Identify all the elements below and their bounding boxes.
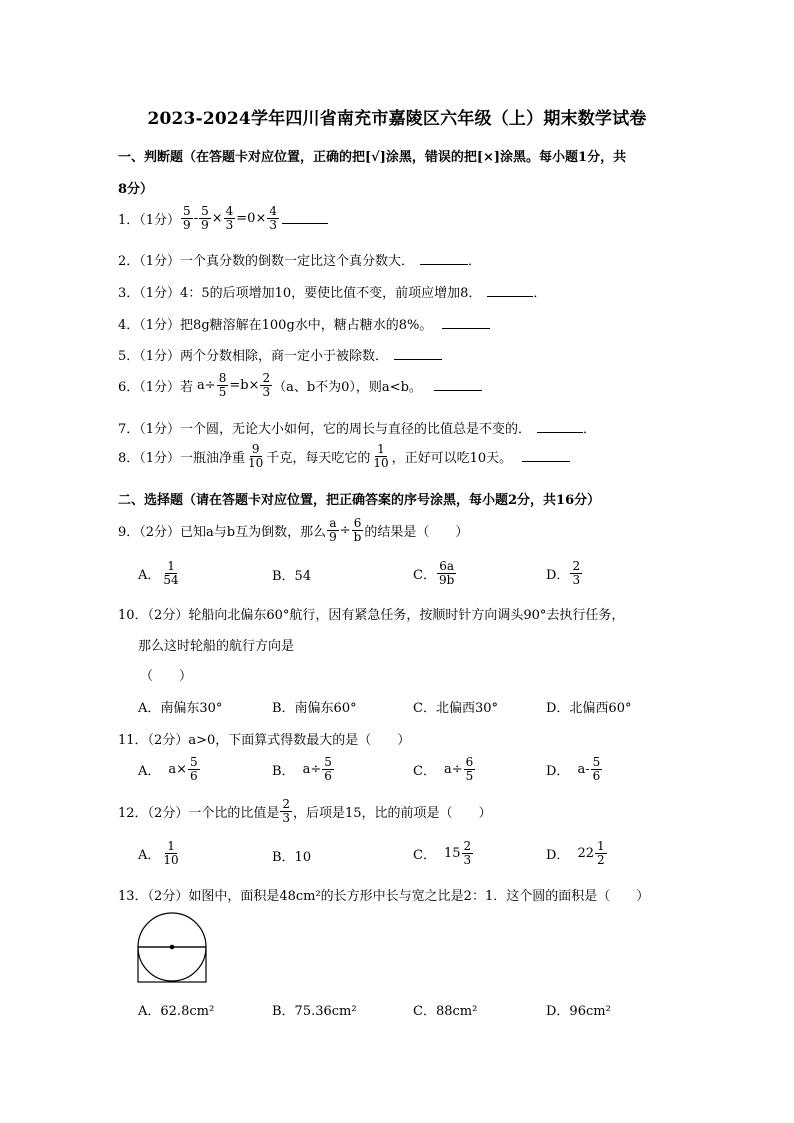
q13-option-a[interactable]: A．62.8cm²	[138, 1004, 215, 1019]
q11-option-a-op: a×	[168, 762, 188, 777]
question-10-cont: 那么这时轮船的航行方向是	[138, 639, 295, 654]
q3-answer-blank[interactable]	[487, 286, 533, 297]
q3-text: 3．（1分）4：5的后项增加10，要使比值不变，前项应增加8．	[118, 286, 482, 301]
q5-text: 5．（1分）两个分数相除，商一定小于被除数．	[118, 349, 389, 364]
q11-option-a-label: A．	[138, 764, 161, 779]
q9-option-b[interactable]: B．54	[272, 569, 312, 584]
q13-rectangle	[138, 947, 206, 982]
question-3	[118, 282, 546, 301]
section-1-header-cont: 8分）	[118, 182, 154, 197]
q9-option-d-fraction: $\frac{2}{3}$	[572, 559, 581, 587]
q6-answer-blank[interactable]	[434, 380, 482, 391]
q11-option-c-label: C．	[413, 764, 436, 779]
q11-option-b-fraction: $\frac{5}{6}$	[324, 755, 332, 783]
q13-option-b[interactable]: B．75.36cm²	[272, 1004, 357, 1019]
q6-prefix: 6．（1分）若	[118, 380, 194, 395]
q11-option-d-op: a-	[577, 762, 590, 777]
exam-title: 2023-2024学年四川省南充市嘉陵区六年级（上）期末数学试卷	[147, 109, 647, 129]
q9-option-a[interactable]	[138, 560, 182, 587]
q12-option-d-whole: 22	[577, 846, 594, 861]
q11-option-c-fraction: $\frac{6}{5}$	[465, 755, 474, 783]
question-12	[118, 798, 492, 825]
q12-option-a-label: A．	[138, 848, 161, 863]
q1-answer-blank[interactable]	[282, 213, 328, 224]
q8-fraction-2: $\frac{1}{10}$	[373, 442, 389, 470]
q11-option-c-op: a÷	[443, 762, 463, 777]
q8-fraction-1: $\frac{9}{10}$	[248, 442, 264, 470]
q13-option-c[interactable]: C．88cm²	[413, 1004, 478, 1019]
q8-rest: ，正好可以吃10天。	[391, 451, 513, 466]
q11-option-b[interactable]	[272, 756, 335, 783]
question-1	[118, 205, 328, 232]
q2-answer-blank[interactable]	[420, 254, 468, 265]
q7-text: 7．（1分）一个圆，无论大小如何，它的周长与直径的比值总是不变的．	[118, 422, 532, 437]
q9-option-a-fraction: $\frac{1}{54}$	[163, 559, 179, 587]
q6-fraction-2: $\frac{2}{3}$	[262, 371, 271, 399]
q1-fraction-3: $\frac{4}{3}$	[225, 204, 234, 232]
q8-mid: 千克，每天吃它的	[266, 451, 371, 466]
q1-fraction-1: $\frac{5}{9}$	[183, 204, 191, 232]
q6-a: a÷	[197, 378, 216, 393]
q1-equals: =0×	[236, 211, 267, 226]
q9-option-d[interactable]	[546, 560, 583, 587]
section-1-header: 一、判断题（在答题卡对应位置，正确的把[√]涂黑，错误的把[×]涂黑。每小题1分，共	[118, 150, 627, 165]
q13-center-dot	[170, 945, 175, 950]
q12-option-a-fraction: $\frac{1}{10}$	[163, 839, 179, 867]
q11-option-d-fraction: $\frac{5}{6}$	[592, 755, 601, 783]
q9-option-c-fraction: $\frac{6a}{9b}$	[438, 559, 455, 587]
q11-option-d[interactable]	[546, 756, 603, 783]
q12-option-c-fraction: $\frac{2}{3}$	[463, 839, 472, 867]
q4-answer-blank[interactable]	[442, 318, 490, 329]
q12-option-a[interactable]	[138, 840, 182, 867]
question-9	[118, 517, 468, 544]
q2-text: 2．（1分）一个真分数的倒数一定比这个真分数大．	[118, 254, 415, 269]
q11-option-a[interactable]	[138, 756, 201, 783]
section-2-header: 二、选择题（请在答题卡对应位置，把正确答案的序号涂黑，每小题2分，共16分）	[118, 493, 601, 508]
q9-fraction-1: $\frac{a}{9}$	[329, 516, 337, 544]
q11-option-b-op: a÷	[302, 762, 322, 777]
q7-answer-blank[interactable]	[537, 422, 583, 433]
q9-prefix: 9．（2分）已知a与b互为倒数，那么	[118, 525, 327, 540]
q8-answer-blank[interactable]	[522, 451, 570, 462]
q4-text: 4．（1分）把8g糖溶解在100g水中，糖占糖水的8%。	[118, 318, 433, 333]
q12-option-d-label: D．	[546, 848, 570, 863]
q13-option-d[interactable]: D．96cm²	[546, 1004, 611, 1019]
q12-option-d-fraction: $\frac{1}{2}$	[596, 839, 605, 867]
question-8	[118, 443, 570, 470]
q6-fraction-1: $\frac{8}{5}$	[218, 371, 227, 399]
q3-end: ．	[533, 286, 547, 301]
q9-option-d-label: D．	[546, 568, 570, 583]
q12-option-c-whole: 15	[443, 846, 461, 861]
q12-option-b[interactable]: B．10	[272, 850, 312, 865]
question-11: 11．（2分）a>0，下面算式得数最大的是（ ）	[118, 733, 411, 748]
q5-answer-blank[interactable]	[394, 349, 442, 360]
question-2	[118, 250, 481, 269]
q11-option-d-label: D．	[546, 764, 570, 779]
q12-rest: ，后项是15，比的前项是（ ）	[292, 806, 492, 821]
question-5	[118, 345, 442, 364]
q10-option-b[interactable]: B．南偏东60°	[272, 701, 357, 716]
question-10: 10．（2分）轮船向北偏东60°航行，因有紧急任务，按顺时针方向调头90°去执行任务，	[118, 608, 625, 623]
q1-fraction-2: $\frac{5}{9}$	[201, 204, 209, 232]
question-6	[118, 372, 482, 399]
q10-option-d[interactable]: D．北偏西60°	[546, 701, 632, 716]
q1-minus: -	[193, 211, 199, 226]
question-7	[118, 418, 596, 437]
q6-mid: =b×	[229, 378, 260, 393]
q12-fraction: $\frac{2}{3}$	[282, 797, 290, 825]
q1-prefix: 1．（1分）	[118, 213, 181, 228]
q13-circle-rectangle-figure	[136, 911, 210, 985]
q9-option-c[interactable]	[413, 560, 457, 587]
q10-option-c[interactable]: C．北偏西30°	[413, 701, 498, 716]
q9-option-c-label: C．	[413, 568, 436, 583]
q12-prefix: 12．（2分）一个比的比值是	[118, 806, 280, 821]
q9-rest: 的结果是（ ）	[364, 525, 469, 540]
q10-option-a[interactable]: A．南偏东30°	[138, 701, 223, 716]
q8-prefix: 8．（1分）一瓶油净重	[118, 451, 246, 466]
q11-option-b-label: B．	[272, 764, 295, 779]
q12-option-d[interactable]	[546, 840, 608, 867]
q1-fraction-4: $\frac{4}{3}$	[269, 204, 277, 232]
q7-end: ．	[583, 422, 597, 437]
q9-option-a-label: A．	[138, 568, 161, 583]
q12-option-c-label: C．	[413, 848, 436, 863]
question-4	[118, 314, 490, 333]
q2-end: ．	[468, 254, 482, 269]
q11-option-a-fraction: $\frac{5}{6}$	[190, 755, 198, 783]
q6-rest: （a、b不为0），则a<b。	[273, 380, 422, 395]
question-10-paren: （ ）	[140, 669, 193, 684]
q12-option-c[interactable]	[413, 840, 474, 867]
question-13: 13．（2分）如图中，面积是48cm²的长方形中长与宽之比是2：1．这个圆的面积是（ ）	[118, 889, 650, 904]
q9-divide: ÷	[339, 523, 351, 538]
q1-times: ×	[211, 211, 223, 226]
q11-option-c[interactable]	[413, 756, 476, 783]
q9-fraction-2: $\frac{6}{b}$	[353, 516, 362, 544]
